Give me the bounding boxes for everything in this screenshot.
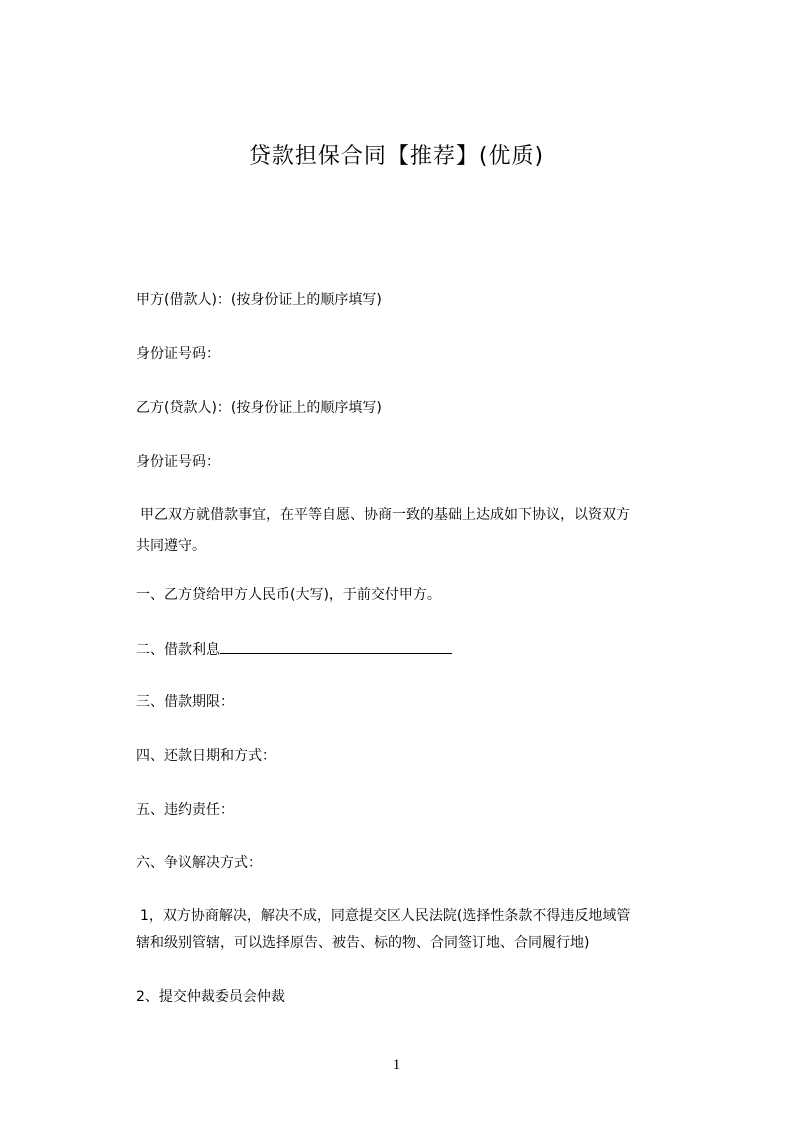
intro-line-2: 共同遵守。 [136, 538, 206, 554]
clause-2-blank-line [220, 639, 452, 654]
party-b-id-line: 身份证号码： [136, 454, 220, 470]
page-number: 1 [392, 1057, 401, 1073]
clause-6-1-line-2: 辖和级别管辖，可以选择原告、被告、标的物、合同签订地、合同履行地) [136, 935, 590, 951]
document-title: 贷款担保合同【推荐】(优质) [248, 144, 545, 169]
party-a-id-line: 身份证号码： [136, 346, 220, 362]
clause-4: 四、还款日期和方式： [136, 748, 276, 764]
clause-2-label: 二、借款利息 [136, 642, 220, 658]
clause-1: 一、乙方贷给甲方人民币(大写)，于前交付甲方。 [136, 587, 441, 603]
clause-6: 六、争议解决方式： [136, 855, 262, 871]
clause-5: 五、违约责任： [136, 802, 234, 818]
party-a-line: 甲方(借款人)：(按身份证上的顺序填写) [136, 292, 382, 308]
clause-2 [136, 639, 452, 660]
clause-6-1-line-1: 1，双方协商解决，解决不成，同意提交区人民法院(选择性条款不得违反地域管 [140, 908, 631, 924]
party-b-line: 乙方(贷款人)：(按身份证上的顺序填写) [136, 400, 382, 416]
clause-3: 三、借款期限： [136, 694, 234, 710]
intro-line-1: 甲乙双方就借款事宜，在平等自愿、协商一致的基础上达成如下协议，以资双方 [140, 507, 630, 523]
clause-6-2: 2、提交仲裁委员会仲裁 [136, 989, 285, 1005]
